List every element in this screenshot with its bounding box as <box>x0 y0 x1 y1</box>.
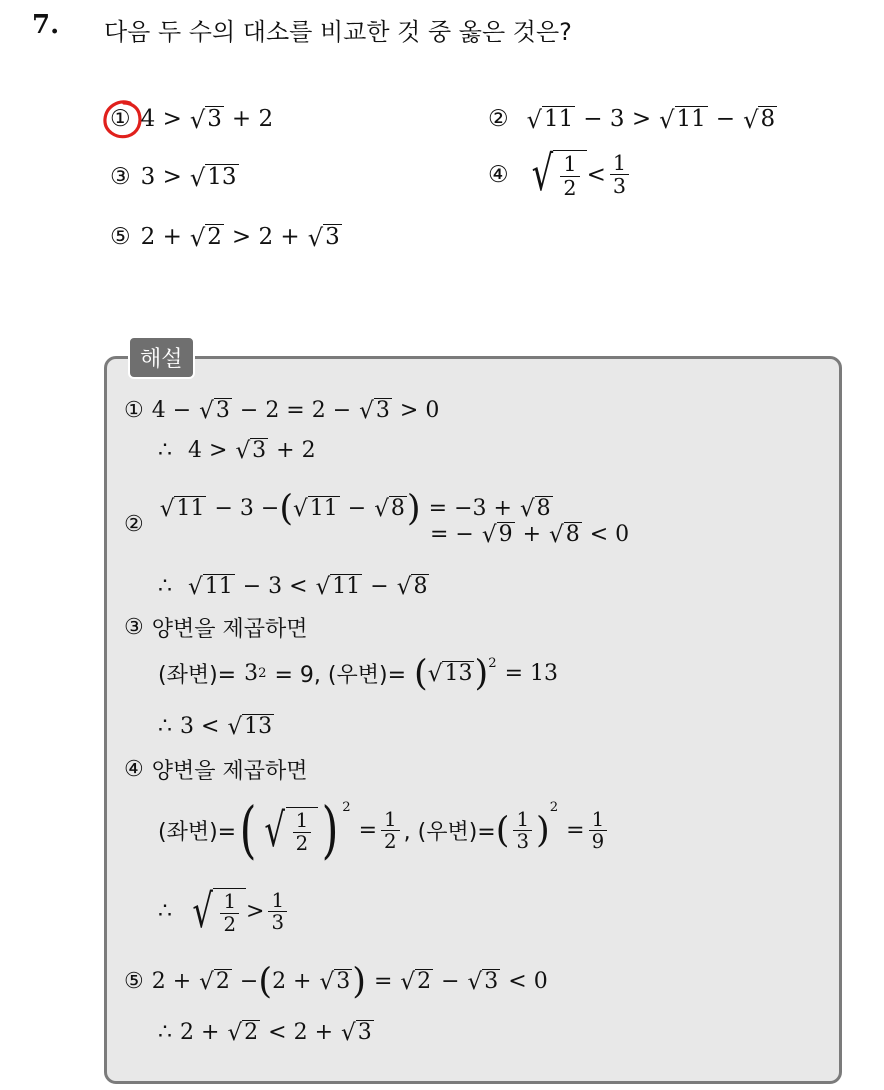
solution-line-2b: = − √ 9 + √ 8 < 0 <box>430 522 630 549</box>
sqrt: √ 13 <box>189 164 237 193</box>
choice-text: + 2 <box>231 106 274 133</box>
choice-5[interactable] <box>110 224 342 253</box>
choice-text: > 2 + <box>231 224 300 251</box>
solution-line-5b: ∴ 2 + √ 2 < 2 + √ 3 <box>158 1020 372 1047</box>
sqrt: √ 3 <box>189 106 222 135</box>
solution-line-4c: ∴ √ $\frac{1}{2}$ > $\frac{1}{3}$ <box>158 888 291 936</box>
solution-line-1: ① 4 − √ 3 − 2 = 2 − √ 3 > 0 <box>124 398 440 425</box>
solution-line-3: ③ 양변을 제곱하면 <box>124 615 308 642</box>
choice-text: 2 + <box>140 224 182 251</box>
sqrt: √ 8 <box>743 106 776 135</box>
choice-text: 3 > <box>140 164 182 191</box>
sqrt: √ 11 <box>526 106 574 135</box>
choice-marker: ① <box>110 106 131 133</box>
solution-line-5: ⑤ 2 + √ 2 − ( 2 + √ 3 ) = √ 2 − √ 3 < 0 <box>124 961 548 1002</box>
question-text: 다음 두 수의 대소를 비교한 것 중 옳은 것은? <box>104 18 572 46</box>
sqrt: √ 11 <box>659 106 706 135</box>
choice-1[interactable] <box>110 106 274 135</box>
sqrt: √ 3 <box>307 224 340 253</box>
sqrt: √ 2 <box>189 224 222 253</box>
choice-text: − 3 > <box>583 106 652 133</box>
solution-label: 해설 <box>128 336 195 379</box>
choice-4[interactable] <box>488 146 633 202</box>
solution-line-4b: (좌변)= ( √ $\frac{1}{2}$ ) $^2$ = $\frac{1}{2}$ , (우변)= ( $\frac{1}{3}$ ) $^2$ = $\frac{1}{9}$ <box>158 800 611 862</box>
choice-marker: ⑤ <box>110 224 131 251</box>
fraction: $\frac{1}{3}$ <box>610 152 629 199</box>
solution-line-1b: ∴ 4 > √ 3 + 2 <box>158 438 316 465</box>
solution-line-3b: (좌변)= 3 2 = 9, (우변)= ( √ 13 ) $^2$ = 13 <box>158 653 559 694</box>
choice-3[interactable] <box>110 164 239 193</box>
question-number: 7. <box>32 10 60 40</box>
choice-2[interactable] <box>488 106 777 135</box>
choice-marker: ④ <box>488 161 509 188</box>
choice-marker: ② <box>488 106 509 133</box>
solution-line-2c: ∴ √ 11 − 3 < √ 11 − √ 8 <box>158 574 428 601</box>
choice-text: 4 > <box>140 106 182 133</box>
solution-line-3c: ∴ 3 < √ 13 <box>158 714 273 741</box>
choice-marker: ③ <box>110 164 131 191</box>
choice-text: < <box>586 161 606 188</box>
solution-line-2: ② √ 11 − 3 − ( √ 11 − √ 8 ) = −3 + √ 8 <box>124 487 551 537</box>
choice-text: − <box>715 106 736 133</box>
solution-line-4: ④ 양변을 제곱하면 <box>124 757 308 784</box>
sqrt-fraction: √ $\frac{1}{2}$ <box>527 150 587 200</box>
